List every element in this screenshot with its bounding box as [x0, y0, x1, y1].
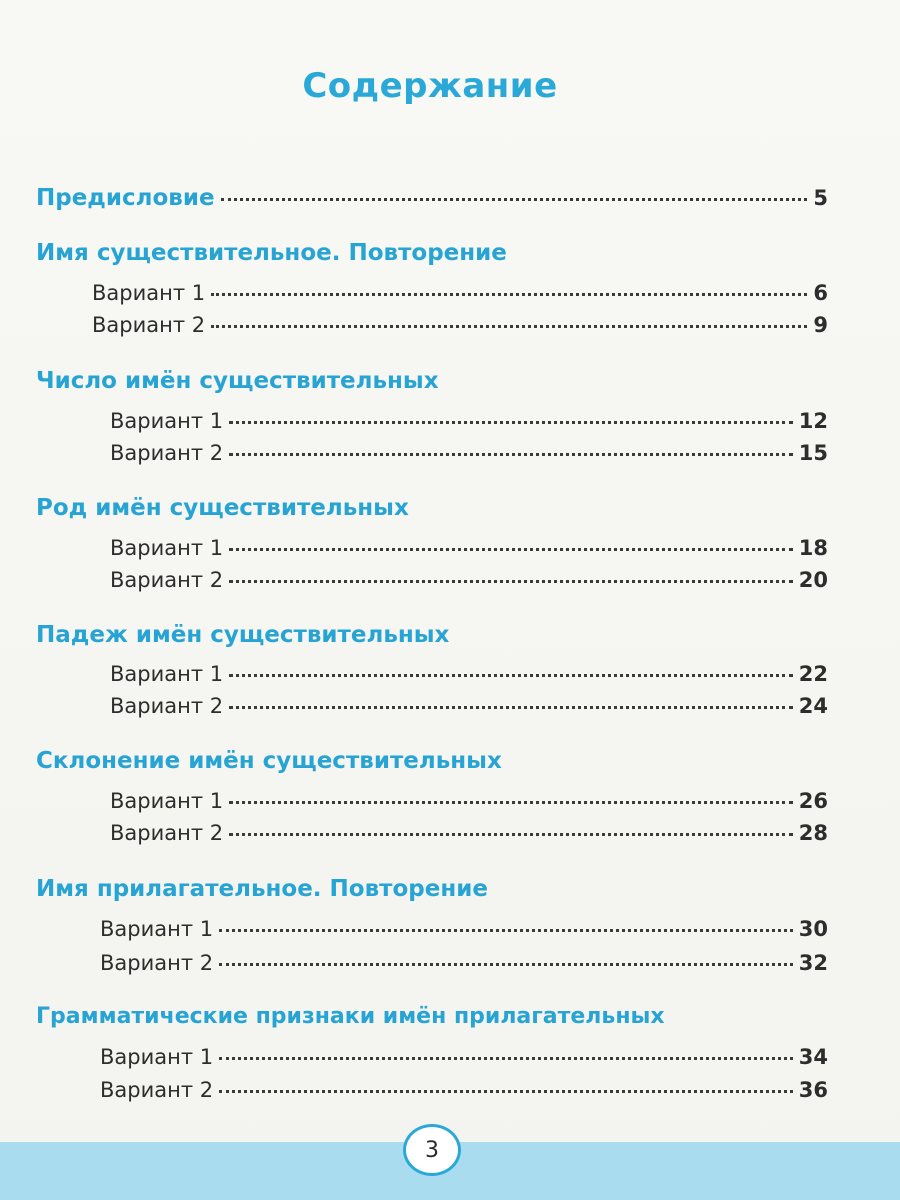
- variant-label: Вариант 1: [110, 536, 224, 560]
- leader-dots: [219, 1090, 793, 1093]
- toc-entry[interactable]: [110, 536, 828, 566]
- page-number: 22: [798, 662, 828, 686]
- variant-label: Вариант 2: [110, 568, 224, 592]
- toc-entry[interactable]: [100, 951, 828, 981]
- page-number: 34: [798, 1045, 828, 1069]
- toc-entry[interactable]: [110, 568, 828, 598]
- leader-dots: [229, 453, 793, 456]
- variant-label: Вариант 2: [110, 441, 224, 465]
- leader-dots: [229, 801, 793, 804]
- toc-entry[interactable]: [110, 441, 828, 471]
- leader-dots: [219, 929, 793, 932]
- variant-label: Вариант 1: [100, 917, 214, 941]
- leader-dots: [219, 963, 793, 966]
- toc-entry[interactable]: [110, 662, 828, 692]
- variant-label: Вариант 1: [92, 281, 206, 305]
- page-number: 15: [798, 441, 828, 465]
- variant-label: Вариант 1: [110, 409, 224, 433]
- page-number: 20: [798, 568, 828, 592]
- toc-entry[interactable]: [110, 821, 828, 851]
- section-title: Грамматические признаки имён прилагательных: [36, 1004, 665, 1029]
- variant-label: Вариант 1: [100, 1045, 214, 1069]
- leader-dots: [229, 706, 793, 709]
- section-title: Склонение имён существительных: [36, 748, 502, 774]
- toc-entry[interactable]: [110, 694, 828, 724]
- variant-label: Вариант 2: [92, 313, 206, 337]
- leader-dots: [211, 325, 807, 328]
- leader-dots: [229, 421, 793, 424]
- leader-dots: [211, 293, 807, 296]
- variant-label: Вариант 2: [110, 821, 224, 845]
- variant-label: Вариант 1: [110, 662, 224, 686]
- leader-dots: [229, 833, 793, 836]
- page-number: 28: [798, 821, 828, 845]
- page-number: 32: [798, 951, 828, 975]
- page-number: 6: [813, 281, 828, 305]
- page-title: Содержание: [302, 66, 558, 106]
- toc-entry[interactable]: [92, 281, 828, 311]
- toc-entry[interactable]: [100, 1078, 828, 1108]
- page-number: 9: [813, 313, 828, 337]
- page-number: 36: [798, 1078, 828, 1102]
- section-title: Род имён существительных: [36, 495, 409, 521]
- toc-entry[interactable]: [100, 917, 828, 947]
- page-number: 26: [798, 789, 828, 813]
- leader-dots: [229, 548, 793, 551]
- page-number: 24: [798, 694, 828, 718]
- toc-entry[interactable]: [92, 313, 828, 343]
- toc-entry[interactable]: [110, 409, 828, 439]
- page-number: 18: [798, 536, 828, 560]
- leader-dots: [219, 1057, 793, 1060]
- leader-dots: [221, 198, 808, 201]
- toc-entry-preface[interactable]: [36, 185, 828, 215]
- section-title: Число имён существительных: [36, 368, 439, 394]
- page-number: 12: [798, 409, 828, 433]
- section-title: Имя прилагательное. Повторение: [36, 876, 488, 902]
- section-title: Имя существительное. Повторение: [36, 240, 507, 266]
- toc-entry[interactable]: [110, 789, 828, 819]
- variant-label: Вариант 2: [110, 694, 224, 718]
- toc-entry[interactable]: [100, 1045, 828, 1075]
- page-number-badge: [403, 1124, 461, 1176]
- variant-label: Вариант 1: [110, 789, 224, 813]
- page-number-text: 3: [425, 1137, 439, 1163]
- leader-dots: [229, 580, 793, 583]
- variant-label: Вариант 2: [100, 951, 214, 975]
- variant-label: Вариант 2: [100, 1078, 214, 1102]
- page-number: 30: [798, 917, 828, 941]
- page-number: 5: [813, 186, 828, 210]
- leader-dots: [229, 674, 793, 677]
- section-title: Предисловие: [36, 185, 215, 211]
- section-title: Падеж имён существительных: [36, 622, 450, 648]
